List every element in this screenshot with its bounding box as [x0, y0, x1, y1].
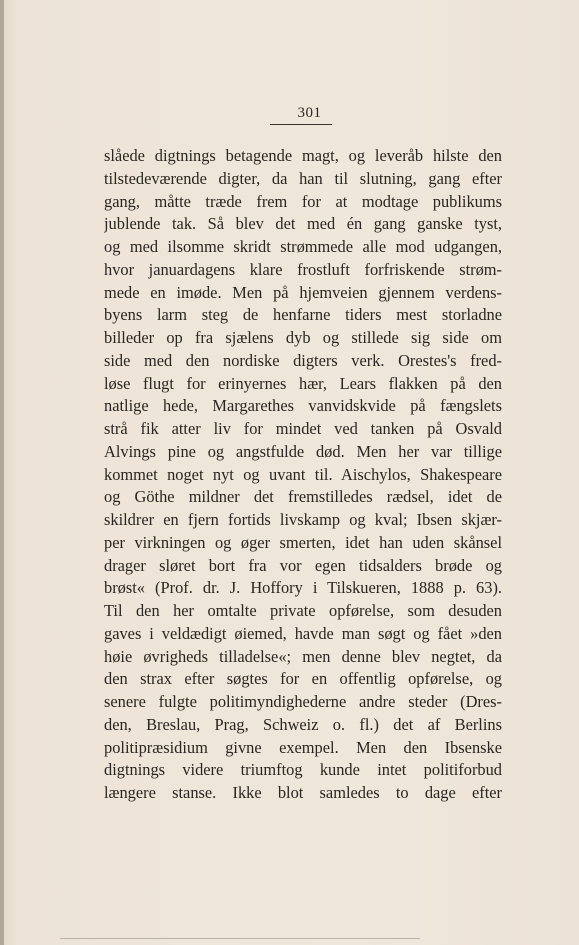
text-line: og med ilsomme skridt strømmede alle mod udgangen, — [104, 237, 502, 256]
binding-edge — [0, 0, 4, 945]
text-line: billeder op fra sjælens dyb og stillede sig side om — [104, 328, 502, 347]
text-line: per virkningen og øger smerten, idet han uden skånsel — [104, 532, 502, 552]
text-line: mede en imøde. Men på hjemveien gjennem verdens- — [104, 282, 502, 302]
page-number: 301 — [297, 105, 322, 121]
text-line: slåede digtnings betagende magt, og leveråb hilste den — [104, 146, 502, 165]
text-line: drager sløret bort fra vor egen tidsalders brøde og — [104, 555, 502, 575]
text-line: løse flugt for erinyernes hær, Lears flakken på den — [104, 373, 502, 393]
text-line: gang, måtte træde frem for at modtage publikums — [104, 191, 502, 211]
page-bottom-edge — [60, 938, 420, 939]
text-line: høie øvrigheds tilladelse«; men denne blev negtet, da — [104, 646, 502, 666]
text-line: politipræsidium givne exempel. Men den Ibsenske — [104, 737, 502, 757]
body-text — [104, 145, 502, 805]
text-line: tilstedeværende digter, da han til slutning, gang efter — [104, 168, 502, 188]
text-line: brøst« (Prof. dr. J. Hoffory i Tilskueren, 1888 p. 63). — [104, 578, 502, 598]
text-line: og Göthe mildner det fremstilledes rædsel, idet de — [104, 487, 502, 507]
text-line: hvor januardagens klare frostluft forfriskende strøm- — [104, 259, 502, 279]
text-line: natlige hede, Margarethes vanvidskvide på fængslets — [104, 396, 502, 416]
page-number-rule — [270, 124, 332, 125]
text-line: side med den nordiske digters verk. Orestes's fred- — [104, 350, 502, 370]
text-line: Til den her omtalte private opførelse, som desuden — [104, 601, 502, 620]
text-line: længere stanse. Ikke blot samledes to dage efter — [104, 783, 502, 802]
text-line: den, Breslau, Prag, Schweiz o. fl.) det af Berlins — [104, 714, 502, 734]
text-line: byens larm steg de henfarne tiders mest storladne — [104, 305, 502, 325]
text-line: jublende tak. Så blev det med én gang ganske tyst, — [104, 214, 502, 234]
text-line: kommet noget nyt og uvant til. Aischylos, Shakespeare — [104, 464, 502, 484]
text-line: skildrer en fjern fortids livskamp og kval; Ibsen skjær- — [104, 510, 502, 529]
text-line: den strax efter søgtes for en offentlig opførelse, og — [104, 669, 502, 689]
text-line: strå fik atter liv for mindet ved tanken på Osvald — [104, 419, 502, 438]
text-line: digtnings videre triumftog kunde intet politiforbud — [104, 760, 502, 780]
text-line: Alvings pine og angstfulde død. Men her var tillige — [104, 441, 502, 461]
text-line: gaves i veldædigt øiemed, havde man søgt og fået »den — [104, 623, 502, 643]
text-line: senere fulgte politimyndighederne andre steder (Dres- — [104, 692, 502, 711]
